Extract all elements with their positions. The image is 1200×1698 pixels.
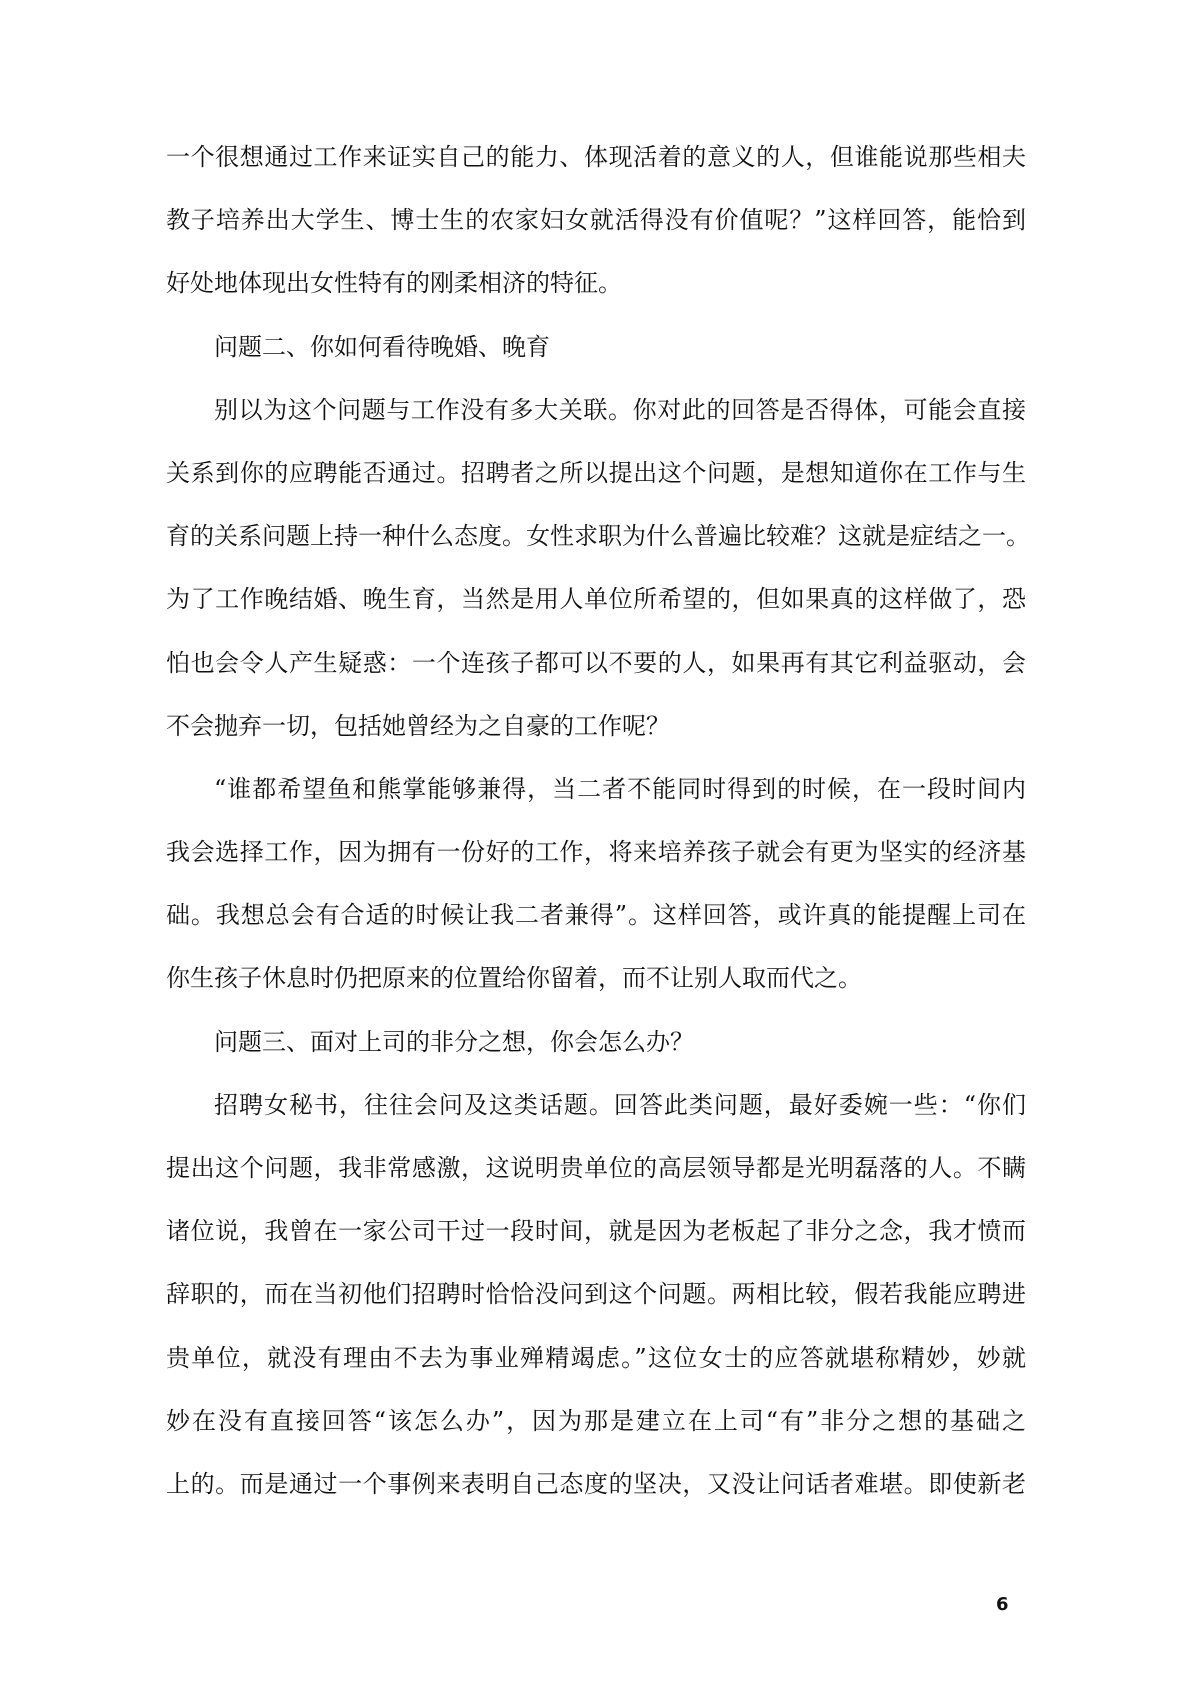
- text-line: 好处地体现出女性特有的刚柔相济的特征。: [166, 269, 622, 298]
- text-line: 提出这个问题，我非常感激，这说明贵单位的高层领导都是光明磊落的人。不瞒: [166, 1154, 1026, 1182]
- text-line: 辞职的，而在当初他们招聘时恰恰没问到这个问题。两相比较，假若我能应聘进: [166, 1280, 1026, 1309]
- text-line: 不会抛弃一切，包括她曾经为之自豪的工作呢？: [166, 711, 670, 740]
- text-line: 贵单位，就没有理由不去为事业殚精竭虑。”这位女士的应答就堪称精妙，妙就: [166, 1343, 1026, 1372]
- text-line: 关系到你的应聘能否通过。招聘者之所以提出这个问题，是想知道你在工作与生: [166, 458, 1026, 487]
- text-line: 我会选择工作，因为拥有一份好的工作，将来培养孩子就会有更为坚实的经济基: [166, 838, 1026, 867]
- text-line: 妙在没有直接回答“该怎么办”，因为那是建立在上司“有”非分之想的基础之: [166, 1406, 1026, 1435]
- text-line: 别以为这个问题与工作没有多大关联。你对此的回答是否得体，可能会直接: [214, 395, 1026, 424]
- text-line: 育的关系问题上持一种什么态度。女性求职为什么普遍比较难？这就是症结之一。: [166, 522, 1030, 551]
- text-line: 一个很想通过工作来证实自己的能力、体现活着的意义的人，但谁能说那些相夫: [166, 143, 1026, 171]
- section-heading: 问题三、面对上司的非分之想，你会怎么办？: [214, 1027, 694, 1056]
- document-body: [166, 126, 1030, 1516]
- text-line: 为了工作晚结婚、晚生育，当然是用人单位所希望的，但如果真的这样做了，恐: [166, 585, 1026, 614]
- text-line: 你生孩子休息时仍把原来的位置给你留着，而不让别人取而代之。: [166, 964, 862, 993]
- text-line: 上的。而是通过一个事例来表明自己态度的坚决，又没让问话者难堪。即使新老: [166, 1469, 1026, 1498]
- text-line: 招聘女秘书，往往会问及这类话题。回答此类问题，最好委婉一些：“你们: [214, 1090, 1026, 1119]
- text-line: 诸位说，我曾在一家公司干过一段时间，就是因为老板起了非分之念，我才愤而: [166, 1217, 1026, 1246]
- text-line: 怕也会令人产生疑惑：一个连孩子都可以不要的人，如果再有其它利益驱动，会: [166, 648, 1026, 677]
- text-line: “谁都希望鱼和熊掌能够兼得，当二者不能同时得到的时候，在一段时间内: [214, 774, 1026, 803]
- text-line: 础。我想总会有合适的时候让我二者兼得”。这样回答，或许真的能提醒上司在: [166, 901, 1026, 930]
- text-line: 教子培养出大学生、博士生的农家妇女就活得没有价值呢？”这样回答，能恰到: [166, 206, 1026, 235]
- page-number: 6: [996, 1594, 1009, 1615]
- section-heading: 问题二、你如何看待晚婚、晚育: [214, 332, 550, 361]
